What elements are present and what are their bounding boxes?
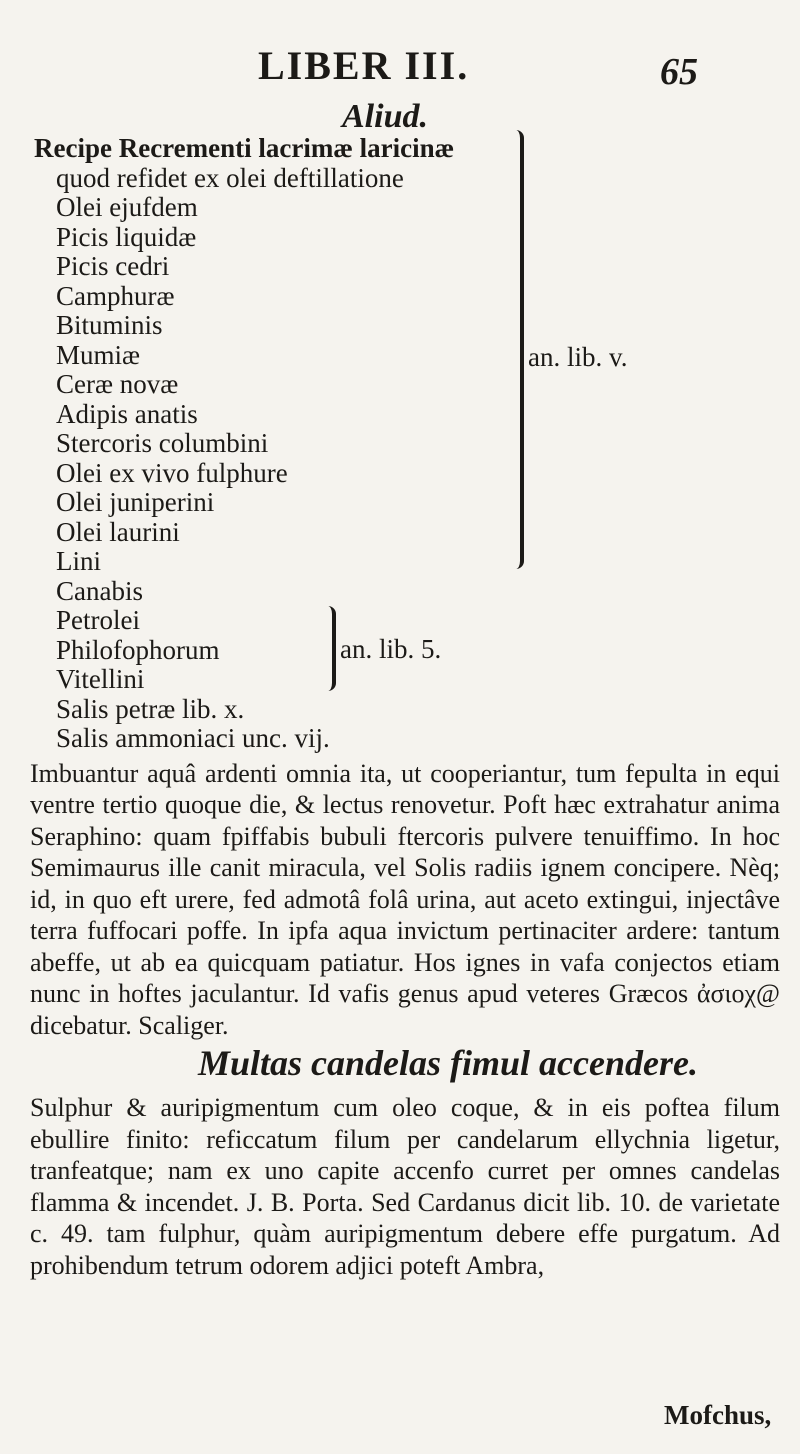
recipe-line: Olei juniperini	[56, 487, 215, 517]
recipe-line: Bituminis	[56, 310, 163, 340]
bracket-quantity-label: an. lib. v.	[528, 342, 628, 373]
recipe-line: Philofophorum	[56, 634, 220, 665]
brace-bracket	[322, 606, 336, 691]
recipe-line: Olei ejufdem	[56, 192, 198, 222]
catchword: Mofchus,	[664, 1400, 772, 1430]
recipe-line: Picis cedri	[56, 251, 170, 281]
recipe-line: Recipe Recrementi lacrimæ laricinæ	[34, 133, 455, 163]
recipe-heading: Aliud.	[342, 98, 428, 135]
recipe-line: Camphuræ	[56, 280, 175, 311]
bracket-quantity-label: an. lib. 5.	[340, 633, 442, 664]
recipe-line: Petrolei	[56, 605, 140, 635]
recipe-line: Vitellini	[56, 664, 145, 694]
recipe-line: Stercoris columbini	[56, 428, 269, 458]
recipe-line: Picis liquidæ	[56, 221, 197, 252]
recipe-line: Lini	[56, 546, 101, 576]
page-number: 65	[660, 51, 698, 93]
running-head: LIBER III.	[258, 43, 470, 88]
recipe-line: quod refidet ex olei deftillatione	[56, 162, 404, 193]
recipe-line: Olei ex vivo fulphure	[56, 457, 288, 488]
recipe-line: Mumiæ	[56, 339, 141, 370]
brace-bracket	[510, 130, 524, 569]
recipe-line: Adipis anatis	[56, 398, 198, 429]
body-paragraph: Imbuantur aquâ ardenti omnia ita, ut cooperiantur, tum fepulta in equi ventre tertio quoque die, & lectus renovetur. Poft hæc extrahatur anima Seraphino: quam fpiffabis bubuli ftercoris pulvere tenuiffimo. In hoc Semimaurus ille canit miracula, vel Solis radiis ignem concipere. Nèq; id, in quo eft urere, fed admotâ folâ urina, aut aceto extingui, injectâve terra fuffocari poffe. In ipfa aqua invictum pertinaciter ardere: tantum abeffe, ut ab ea quicquam patiatur. Hos ignes in vafa conjectos etiam nunc in hoftes jaculantur. Id vafis genus apud veteres Græcos ἀσιοχ@ dicebatur. Scaliger.	[30, 758, 780, 1040]
recipe-line: Olei laurini	[56, 516, 180, 547]
recipe-line: Salis ammoniaci unc. vij.	[56, 723, 330, 753]
body-paragraph: Sulphur & auripigmentum cum oleo coque, & in eis poftea filum ebullire finito: reficcatum filum per candelarum ellychnia ligetur, tranfeatque; nam ex uno capite accenfo curret per omnes candelas flamma & incendet. J. B. Porta. Sed Cardanus dicit lib. 10. de varietate c. 49. tam fulphur, quàm auripigmentum debere effe purgatum. Ad prohibendum tetrum odorem adjici poteft Ambra,	[30, 1093, 780, 1280]
section-heading: Multas candelas fimul accendere.	[198, 1043, 698, 1083]
recipe-line: Ceræ novæ	[56, 369, 179, 399]
recipe-line: Canabis	[56, 575, 143, 606]
recipe-line: Salis petræ lib. x.	[56, 693, 245, 724]
